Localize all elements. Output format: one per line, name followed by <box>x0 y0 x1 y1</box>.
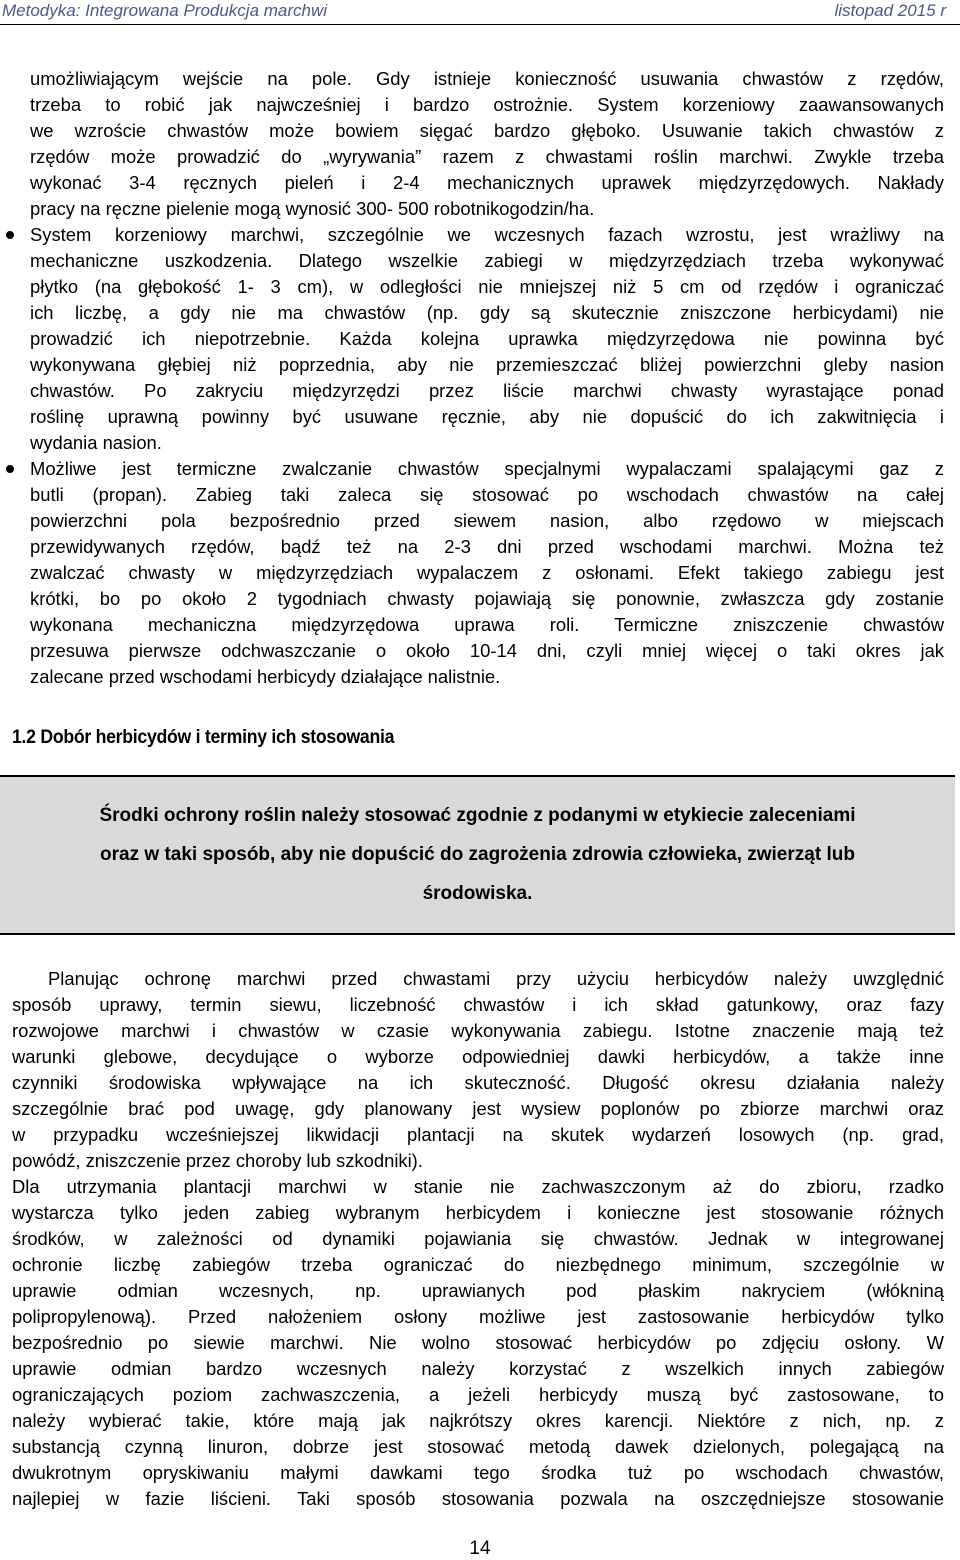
text-line: prowadzić ich niepotrzebnie. Każda kolejna uprawka międzyrzędowa nie powinna być <box>30 328 944 349</box>
text-line: rzędów może prowadzić do „wyrywania” razem z chwastami roślin marchwi. Zwykle trzeba <box>30 146 944 167</box>
text-line: należy wybierać takie, które mają jak najkrótszy okres karencji. Niektóre z nich, np. z <box>12 1410 944 1431</box>
callout-line: Środki ochrony roślin należy stosować zgodnie z podanymi w etykiecie zaleceniami <box>99 805 856 826</box>
text-line: chwastów. Po zakryciu międzyrzędzi przez liście marchwi chwasty wyrastające ponad <box>30 380 944 401</box>
text-line: bezpośrednio po siewie marchwi. Nie wolno stosować herbicydów po zdjęciu osłony. W <box>12 1332 944 1353</box>
text-line: wystarcza tylko jeden zabieg wybranym herbicydem i konieczne jest stosowanie różnych <box>12 1202 944 1223</box>
text-line: ograniczających poziom zachwaszczenia, a jeżeli herbicydy muszą być zastosowane, to <box>12 1384 944 1405</box>
bullet-3 <box>30 456 944 690</box>
text-line: mechaniczne uszkodzenia. Dlatego wszelkie zabiegi w międzyrzędziach trzeba wykonywać <box>30 250 944 271</box>
header-title: Metodyka: Integrowana Produkcja marchwi <box>2 1 328 20</box>
text-line: substancją czynną linuron, dobrze jest stosować metodą dawek dzielonych, polegającą na <box>12 1436 944 1457</box>
text-line: sposób uprawy, termin siewu, liczebność chwastów i ich skład gatunkowy, oraz fazy <box>12 994 944 1015</box>
text-line: czynniki środowiska wpływające na ich skuteczność. Długość okresu działania należy <box>12 1072 944 1093</box>
body-text <box>12 966 944 1512</box>
text-line: trzeba to robić jak najwcześniej i bardzo ostrożnie. System korzeniowy zaawansowanych <box>30 94 944 115</box>
text-line: dwukrotnym opryskiwaniu małymi dawkami tego środka tuż po wschodach chwastów, <box>12 1462 944 1483</box>
paragraph-2 <box>12 1174 944 1512</box>
text-line: zwalczać chwasty w międzyrzędziach wypalaczem z osłonami. Efekt takiego zabiegu jest <box>30 562 944 583</box>
text-line: zalecane przed wschodami herbicydy działające nalistnie. <box>30 666 501 687</box>
text-line: płytko (na głębokość 1- 3 cm), w odległości nie mniejszej niż 5 cm od rzędów i ograniczać <box>30 276 944 297</box>
text-line: umożliwiającym wejście na pole. Gdy istnieje konieczność usuwania chwastów z rzędów, <box>30 68 944 89</box>
text-line: powierzchni pola bezpośrednio przed siewem nasion, albo rzędowo w miejscach <box>30 510 944 531</box>
text-line: System korzeniowy marchwi, szczególnie we wczesnych fazach wzrostu, jest wrażliwy na <box>30 224 944 245</box>
text-line: najlepiej w fazie liścieni. Taki sposób stosowania pozwala na oszczędniejsze stosowanie <box>12 1488 944 1509</box>
text-line: pracy na ręczne pielenie mogą wynosić 300- 500 robotnikogodzin/ha. <box>30 198 595 219</box>
text-line: przesuwa pierwsze odchwaszczanie o około 10-14 dni, czyli mniej więcej o taki okres jak <box>30 640 944 661</box>
text-line: rozwojowe marchwi i chwastów w czasie wykonywania zabiegu. Istotne znaczenie mają też <box>12 1020 944 1041</box>
page-number: 14 <box>469 1538 491 1559</box>
bullet-1-continuation <box>30 66 944 222</box>
text-line: uprawie odmian wczesnych, np. uprawianych pod płaskim nakryciem (włókniną <box>12 1280 944 1301</box>
bullet-section <box>30 66 944 690</box>
text-line: ich liczbę, a gdy nie ma chwastów (np. gdy są skutecznie zniszczone herbicydami) nie <box>30 302 944 323</box>
text-line: wykonana mechaniczna międzyrzędowa uprawa roli. Termiczne zniszczenie chwastów <box>30 614 944 635</box>
text-line: Możliwe jest termiczne zwalczanie chwastów specjalnymi wypalaczami spalającymi gaz z <box>30 458 944 479</box>
text-line: Planując ochronę marchwi przed chwastami przy użyciu herbicydów należy uwzględnić <box>48 968 944 989</box>
text-line: wydania nasion. <box>30 432 162 453</box>
text-line: polipropylenową). Przed nałożeniem osłony możliwe jest zastosowanie herbicydów tylko <box>12 1306 944 1327</box>
text-line: roślinę uprawną powinny być usuwane ręcznie, aby nie dopuścić do ich zakwitnięcia i <box>30 406 944 427</box>
header-date: listopad 2015 r <box>834 1 946 20</box>
text-line: środków, w zależności od dynamiki pojawiania się chwastów. Jednak w integrowanej <box>12 1228 944 1249</box>
text-line: Dla utrzymania plantacji marchwi w stanie nie zachwaszczonym aż do zbioru, rzadko <box>12 1176 944 1197</box>
page-header <box>0 0 960 25</box>
text-line: uprawie odmian bardzo wczesnych należy korzystać z wszelkich innych zabiegów <box>12 1358 944 1379</box>
bullet-2 <box>30 222 944 456</box>
callout-line: oraz w taki sposób, aby nie dopuścić do zagrożenia zdrowia człowieka, zwierząt lub <box>100 844 855 865</box>
text-line: ochronie liczbę zabiegów trzeba ograniczać do niezbędnego minimum, szczególnie w <box>12 1254 944 1275</box>
text-line: przewidywanych rzędów, bądź też na 2-3 dni przed wschodami marchwi. Można też <box>30 536 944 557</box>
section-heading: 1.2 Dobór herbicydów i terminy ich stosowania <box>12 727 395 748</box>
text-line: butli (propan). Zabieg taki zaleca się stosować po wschodach chwastów na całej <box>30 484 944 505</box>
text-line: szczególnie brać pod uwagę, gdy planowany jest wysiew poplonów po zbiorze marchwi oraz <box>12 1098 944 1119</box>
text-line: powódź, zniszczenie przez choroby lub szkodniki). <box>12 1150 423 1171</box>
text-line: w przypadku wcześniejszej likwidacji plantacji na skutek wydarzeń losowych (np. grad, <box>12 1124 944 1145</box>
paragraph-1 <box>12 966 944 1174</box>
warning-callout-box <box>0 775 955 935</box>
text-line: we wzroście chwastów może bowiem sięgać bardzo głęboko. Usuwanie takich chwastów z <box>30 120 944 141</box>
callout-line: środowiska. <box>422 883 533 904</box>
text-line: warunki glebowe, decydujące o wyborze odpowiedniej dawki herbicydów, a także inne <box>12 1046 944 1067</box>
text-line: wykonywana głębiej niż poprzednia, aby nie przemieszczać bliżej powierzchni gleby nasion <box>30 354 944 375</box>
text-line: wykonać 3-4 ręcznych pieleń i 2-4 mechanicznych uprawek międzyrzędowych. Nakłady <box>30 172 944 193</box>
text-line: krótki, bo po około 2 tygodniach chwasty pojawiają się ponownie, zwłaszcza gdy zostanie <box>30 588 944 609</box>
